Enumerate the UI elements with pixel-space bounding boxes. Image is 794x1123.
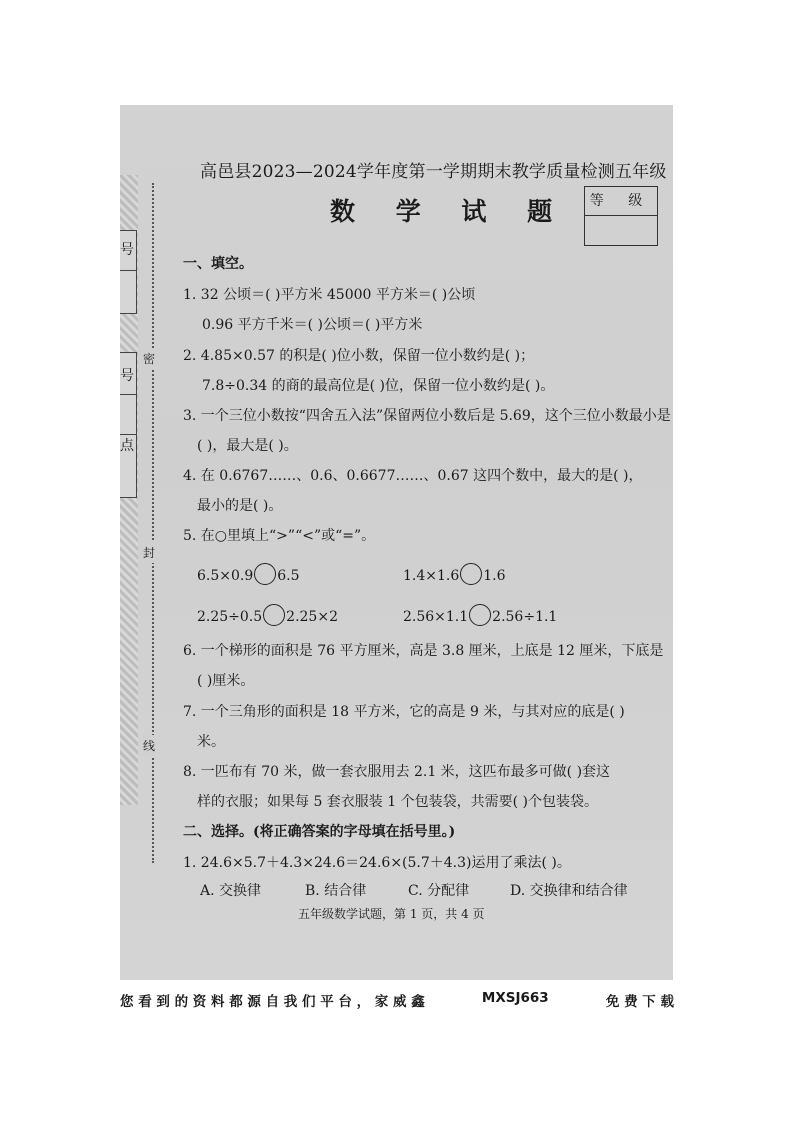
bottom-note-left: 您 看 到 的 资 料 都 源 自 我 们 平 台 ， 家 威 鑫 <box>120 994 425 1010</box>
q1-line2: 0.96 平方千米＝( )公顷＝( )平方米 <box>202 317 423 333</box>
q6-line2: ( )厘米。 <box>197 673 255 689</box>
q3-line1: 3. 一个三位小数按“四舍五入法”保留两位小数后是 5.69，这个三位小数最小是 <box>183 408 671 424</box>
binding-label-2: 号 <box>120 368 134 384</box>
q2-line2: 7.8÷0.34 的商的最高位是( )位，保留一位小数约是( )。 <box>202 378 555 394</box>
seal-word-feng: 封 <box>143 542 155 563</box>
binding-label-1: 号 <box>120 242 134 258</box>
compare-4-right: 2.56÷1.1 <box>492 609 558 625</box>
compare-4 <box>403 604 557 626</box>
answer-circle-3[interactable] <box>263 604 285 626</box>
compare-3-left: 2.25÷0.5 <box>197 609 263 625</box>
exam-title: 数 学 试 题 <box>330 197 569 226</box>
q4-line1: 4. 在 0.6767……、0.6、0.6677……、0.67 这四个数中，最大的是( )， <box>183 468 643 484</box>
seal-word-xian: 线 <box>143 735 155 756</box>
compare-2 <box>403 563 506 585</box>
q1-line1: 1. 32 公顷＝( )平方米 45000 平方米＝( )公顷 <box>183 287 476 303</box>
binding-box-2 <box>120 270 137 314</box>
compare-1 <box>197 563 300 585</box>
compare-4-left: 2.56×1.1 <box>403 609 469 625</box>
section2-heading: 二、选择。(将正确答案的字母填在括号里。) <box>183 824 456 840</box>
s2-q1: 1. 24.6×5.7＋4.3×24.6＝24.6×(5.7＋4.3)运用了乘法( )。 <box>183 855 571 871</box>
page-footer: 五年级数学试题，第 1 页，共 4 页 <box>298 907 485 921</box>
compare-3 <box>197 604 338 626</box>
s2-q1-option-c: C. 分配律 <box>408 883 470 899</box>
q2-line1: 2. 4.85×0.57 的积是( )位小数，保留一位小数约是( )； <box>183 348 535 364</box>
q8-line1: 8. 一匹布有 70 米，做一套衣服用去 2.1 米，这匹布最多可做( )套这 <box>183 764 611 780</box>
s2-q1-option-b: B. 结合律 <box>305 883 367 899</box>
seal-word-mi: 密 <box>143 348 155 369</box>
s2-q1-option-d: D. 交换律和结合律 <box>510 883 628 899</box>
bottom-note-right: 免 费 下 载 <box>605 994 674 1010</box>
binding-label-3: 点 <box>120 438 134 454</box>
q4-line2: 最小的是( )。 <box>197 498 283 514</box>
s2-q1-option-a: A. 交换律 <box>200 883 262 899</box>
section1-heading: 一、填空。 <box>183 256 253 272</box>
bottom-note-code: MXSJ663 <box>481 990 549 1006</box>
compare-1-right: 6.5 <box>277 568 300 584</box>
binding-box-4 <box>120 394 137 436</box>
q7-line1: 7. 一个三角形的面积是 18 平方米，它的高是 9 米，与其对应的底是( ) <box>183 704 625 720</box>
grade-label: 等 级 <box>585 187 657 216</box>
compare-3-right: 2.25×2 <box>286 609 338 625</box>
answer-circle-1[interactable] <box>254 563 276 585</box>
answer-circle-2[interactable] <box>460 563 482 585</box>
q6-line1: 6. 一个梯形的面积是 76 平方厘米，高是 3.8 厘米，上底是 12 厘米，下底是 <box>183 643 664 659</box>
grade-box <box>584 186 658 246</box>
answer-circle-4[interactable] <box>469 604 491 626</box>
q3-line2: ( )，最大是( )。 <box>197 438 298 454</box>
seal-dashed-line <box>152 183 154 863</box>
compare-1-left: 6.5×0.9 <box>197 568 254 584</box>
q8-line2: 样的衣服；如果每 5 套衣服装 1 个包装袋，共需要( )个包装袋。 <box>197 794 598 810</box>
bottom-note <box>120 990 674 1010</box>
compare-2-left: 1.4×1.6 <box>403 568 460 584</box>
q5-line: 5. 在○里填上“>”“<”或“=”。 <box>183 528 376 544</box>
binding-strip <box>120 105 160 980</box>
exam-header: 高邑县2023—2024学年度第一学期期末教学质量检测五年级 <box>200 162 667 182</box>
compare-2-right: 1.6 <box>483 568 506 584</box>
q7-line2: 米。 <box>197 734 225 750</box>
